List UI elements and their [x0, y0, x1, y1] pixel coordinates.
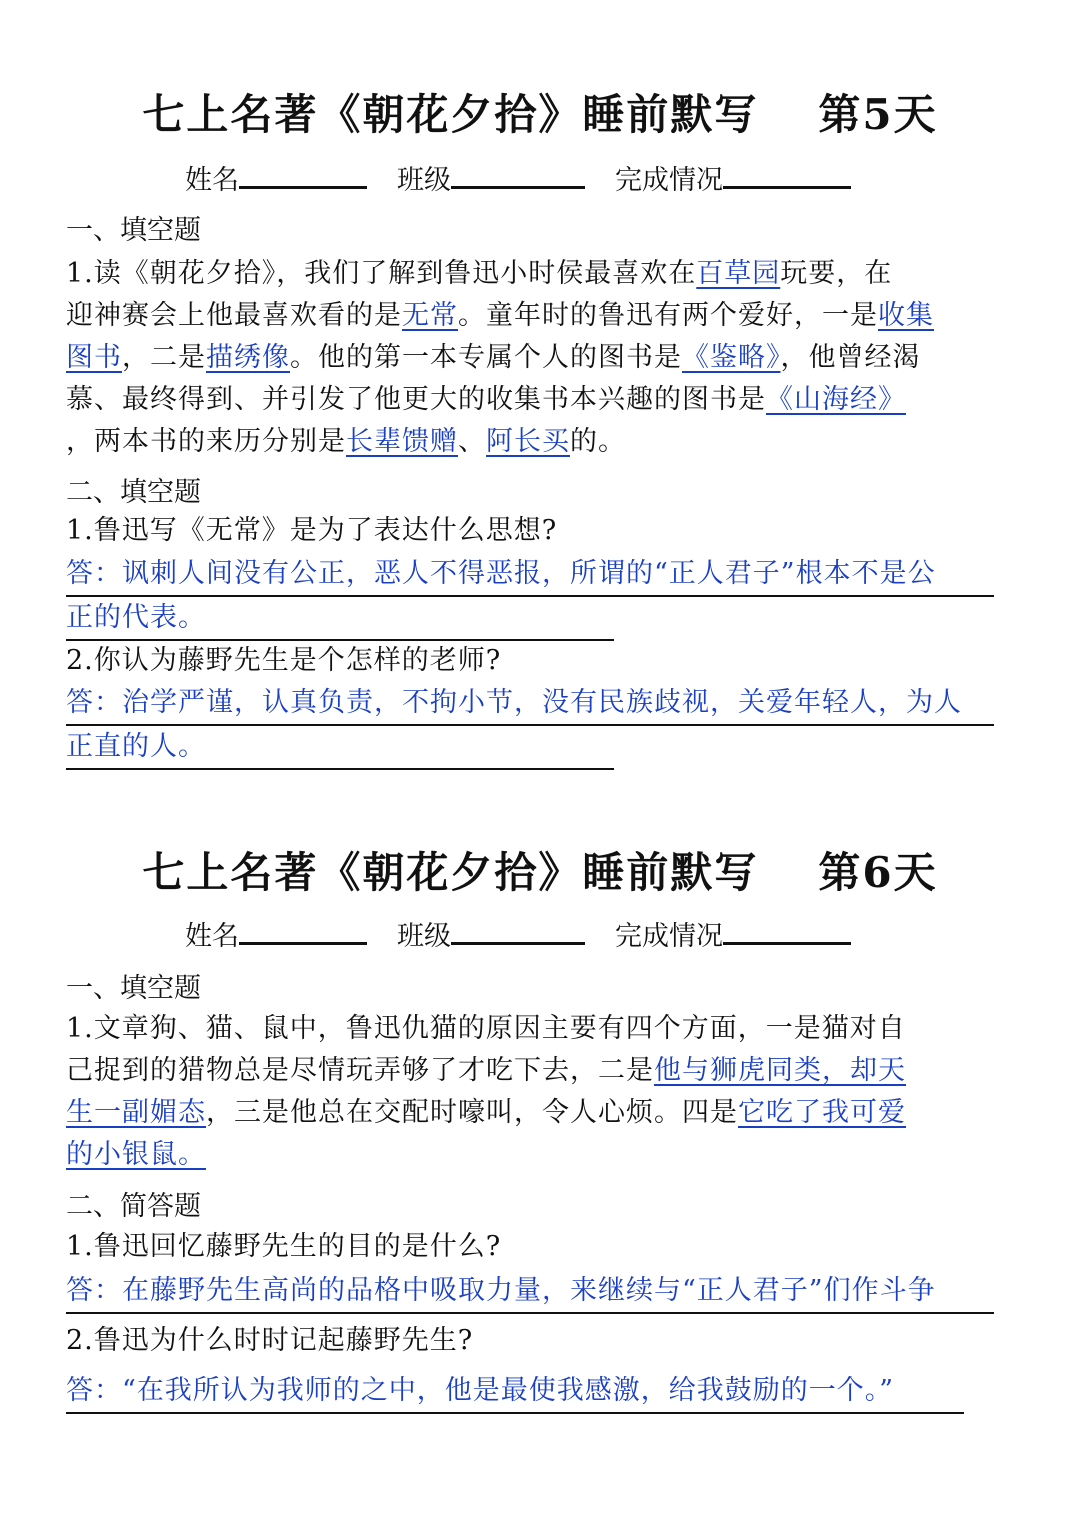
status-blank[interactable]	[723, 916, 851, 945]
day5-meta	[185, 158, 851, 197]
day6-title-day: 第6天	[818, 848, 938, 897]
status-blank[interactable]	[723, 160, 851, 189]
answer: 百草园	[696, 258, 781, 289]
text: 。童年时的鲁迅有两个爱好，一是	[458, 300, 878, 331]
class-blank[interactable]	[451, 916, 585, 945]
text: 、	[458, 426, 486, 457]
status-label: 完成情况	[615, 165, 723, 196]
text: ，三是他总在交配时嚎叫，令人心烦。四是	[206, 1097, 738, 1128]
day6-title-main: 七上名著《朝花夕拾》睡前默写	[142, 848, 759, 897]
class-label: 班级	[397, 165, 451, 196]
answer-line: 正直的人。	[66, 726, 614, 770]
day5-title	[0, 82, 1080, 142]
question-text: 2.你认为藤野先生是个怎样的老师?	[66, 645, 502, 676]
question-text: 2.鲁迅为什么时时记起藤野先生?	[66, 1325, 474, 1356]
answer-line: 答：治学严谨，认真负责，不拘小节，没有民族歧视，关爱年轻人，为人	[66, 682, 994, 726]
answer: 收集	[878, 300, 934, 331]
day5-title-main: 七上名著《朝花夕拾》睡前默写	[142, 90, 759, 139]
day6-section1-heading: 一、填空题	[66, 973, 201, 1004]
class-blank[interactable]	[451, 160, 585, 189]
day6-q3-answer	[66, 1370, 1006, 1414]
day6-q2-answer	[66, 1270, 1006, 1314]
text: 慕、最终得到、并引发了他更大的收集书本兴趣的图书是	[66, 384, 766, 415]
day6-q3	[66, 1320, 1006, 1362]
day5-section1-heading: 一、填空题	[66, 215, 201, 246]
day6-meta	[185, 914, 851, 953]
day5-q3-answer	[66, 682, 1006, 770]
answer: 长辈馈赠	[346, 426, 458, 457]
text: 的。	[570, 426, 626, 457]
answer-line: 答：讽刺人间没有公正，恶人不得恶报，所谓的“正人君子”根本不是公	[66, 553, 994, 597]
answer: 它吃了我可爱	[738, 1097, 906, 1128]
answer: 《山海经》	[766, 384, 906, 415]
answer: 生一副媚态	[66, 1097, 206, 1128]
name-blank[interactable]	[239, 916, 367, 945]
name-blank[interactable]	[239, 160, 367, 189]
text: 玩要，在	[780, 258, 893, 289]
answer-line: 答：“在我所认为我师的之中，他是最使我感激，给我鼓励的一个。”	[66, 1370, 964, 1414]
text: ，两本书的来历分别是	[66, 426, 346, 457]
day6-q1	[66, 1008, 1006, 1176]
question-text: 1.鲁迅回忆藤野先生的目的是什么?	[66, 1231, 502, 1262]
text: 己捉到的猎物总是尽情玩弄够了才吃下去，二是	[66, 1055, 654, 1086]
text: 1.文章狗、猫、鼠中，鲁迅仇猫的原因主要有四个方面，一是猫对自	[66, 1013, 906, 1044]
text: 。他的第一本专属个人的图书是	[290, 342, 682, 373]
answer: 图书	[66, 342, 122, 373]
answer: 描绣像	[206, 342, 290, 373]
answer: 无常	[402, 300, 458, 331]
name-label: 姓名	[185, 921, 239, 952]
answer: 《鉴略》	[682, 342, 781, 373]
answer: 的小银鼠。	[66, 1139, 206, 1170]
text: 1.读《朝花夕拾》，我们了解到鲁迅小时侯最喜欢在	[66, 258, 697, 289]
day5-q1	[66, 253, 1006, 463]
question-text: 1.鲁迅写《无常》是为了表达什么思想?	[66, 515, 558, 546]
day6-title	[0, 840, 1080, 900]
day5-q2	[66, 510, 1006, 552]
day6-q2	[66, 1226, 1006, 1268]
day5-q2-answer	[66, 553, 1006, 641]
day5-title-day: 第5天	[818, 90, 938, 139]
day6-section2-heading: 二、简答题	[66, 1191, 201, 1222]
answer-line: 答：在藤野先生高尚的品格中吸取力量，来继续与“正人君子”们作斗争	[66, 1270, 994, 1314]
answer: 阿长买	[486, 426, 570, 457]
text: ，二是	[122, 342, 206, 373]
class-label: 班级	[397, 921, 451, 952]
answer-line: 正的代表。	[66, 597, 614, 641]
answer: 他与狮虎同类，却天	[654, 1055, 906, 1086]
name-label: 姓名	[185, 165, 239, 196]
day5-section2-heading: 二、填空题	[66, 477, 201, 508]
day5-q3	[66, 640, 1006, 682]
text: 迎神赛会上他最喜欢看的是	[66, 300, 402, 331]
text: ，他曾经渴	[780, 342, 921, 373]
status-label: 完成情况	[615, 921, 723, 952]
